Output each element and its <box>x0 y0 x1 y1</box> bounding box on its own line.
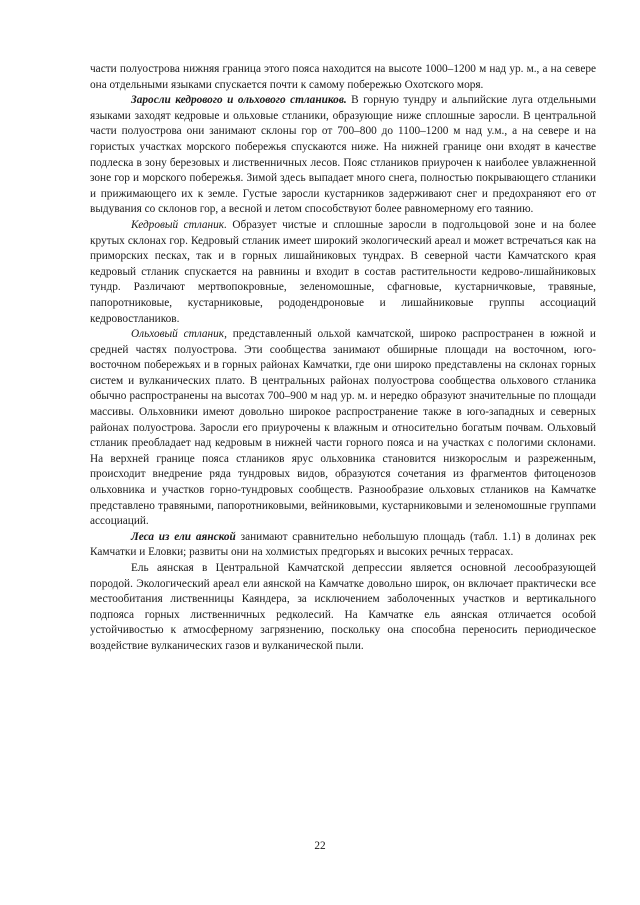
paragraph-text: представленный ольхой камчатской, широко распространен в южной и средней частях полуострова. Эти сообщества занимают обширные площади на восточном, юго-восточном побережьях и в горных районах Камчатки, где они широко представлены на склонах горных систем и вулканических плато. В центральных районах полуострова сообщества ольхового стланика обычно распространены на высотах 700–900 м над ур. м. и нередко образуют значительные по площади массивы. Ольховники имеют довольно широкое распространение также в юго-западных и северных районах полуострова. Заросли его приурочены к влажным и относительно богатым почвам. Ольховый стланик преобладает над кедровым в нижней части горного пояса и на участках с пологими склонами. На верхней границе пояса стлаников ярус ольховника становится низкорослым и разреженным, происходит внедрение ряда тундровых видов, образуются сочетания из фрагментов фитоценозов ольховника и участков горно-тундровых сообществ. Разнообразие ольховых стлаников на Камчатке представлено травяными, папоротниковыми, вейниковыми, кустарниковыми и зеленомошные группами ассоциаций. <box>90 328 596 528</box>
paragraph-cedar-stlanik <box>90 218 596 327</box>
page-number: 22 <box>314 840 326 852</box>
paragraph-text: Ель аянская в Центральной Камчатской депрессии является основной лесообразующей породой. Экологический ареал ели аянской на Камчатке довольно широк, он включает практически все местообитания лиственницы Каяндера, за исключением заболоченных участков и вертикального подпояса горных лиственничных редколесий. На Камчатке ель аянская отличается особой устойчивостью к атмосферному загрязнению, поскольку она способна переносить периодическое воздействие вулканических газов и вулканической пыли. <box>90 562 596 652</box>
paragraph-cedar-alder-thickets <box>90 93 596 218</box>
section-heading: Заросли кедрового и ольхового стлаников. <box>131 94 347 107</box>
paragraph-text: занимают сравнительно небольшую площадь (табл. 1.1) в долинах рек Камчатки и Еловки; развиты они на холмистых предгорьях и высоких речных террасах. <box>90 530 596 559</box>
paragraph-text: части полуострова нижняя граница этого пояса находится на высоте 1000–1200 м над ур. м., а на севере она отдельными языками спускается почти к самому побережью Охотского моря. <box>90 63 596 91</box>
paragraph-text: Образует чистые и сплошные заросли в подгольцовой зоне и на более крутых склонах гор. Кедровый стланик имеет широкий экологический ареал и может встречаться как на приморских песках, так и в горных лишайниковых тундрах. В северной части Камчатского края кедровый стланик спускается на равнины и входит в состав растительности кедрово-лишайниковых тундр. Различают мертвопокровные, зеленомошные, сфагновые, кустарничковые, травяные, папоротниковые, кустарниковые, рододендроновые и лишайниковые группы ассоциаций кедровостлаников. <box>90 218 596 325</box>
paragraph-spruce-forests <box>90 530 596 561</box>
paragraph-alder-stlanik <box>90 327 596 530</box>
section-heading: Ольховый стланик, <box>131 328 227 341</box>
paragraph-ayan-spruce <box>90 561 596 655</box>
paragraph-text: В горную тундру и альпийские луга отдельными языками заходят кедровые и ольховые стланики, образующие ниже сплошные заросли. В центральной части полуострова они занимают склоны гор от 700–800 до 1100–1200 м над у.м., а на севере и на гористых участках морского побережья спускаются ниже. На нижней границе они входят в качестве подлеска в зону березовых и лиственничных лесов. Пояс стлаников приурочен к наиболее увлажненной зоне гор и морского побережья. Зимой здесь выпадает много снега, полностью покрывающего стланики и прижимающего их к земле. Густые заросли кустарников задерживают снег и предохраняют его от выдувания со склонов гор, а весной и летом способствуют более равномерному его таянию. <box>90 94 596 216</box>
paragraph-intro-continuation <box>90 62 596 93</box>
section-heading: Кедровый стланик. <box>131 218 227 231</box>
section-heading: Леса из ели аянской <box>131 530 236 543</box>
